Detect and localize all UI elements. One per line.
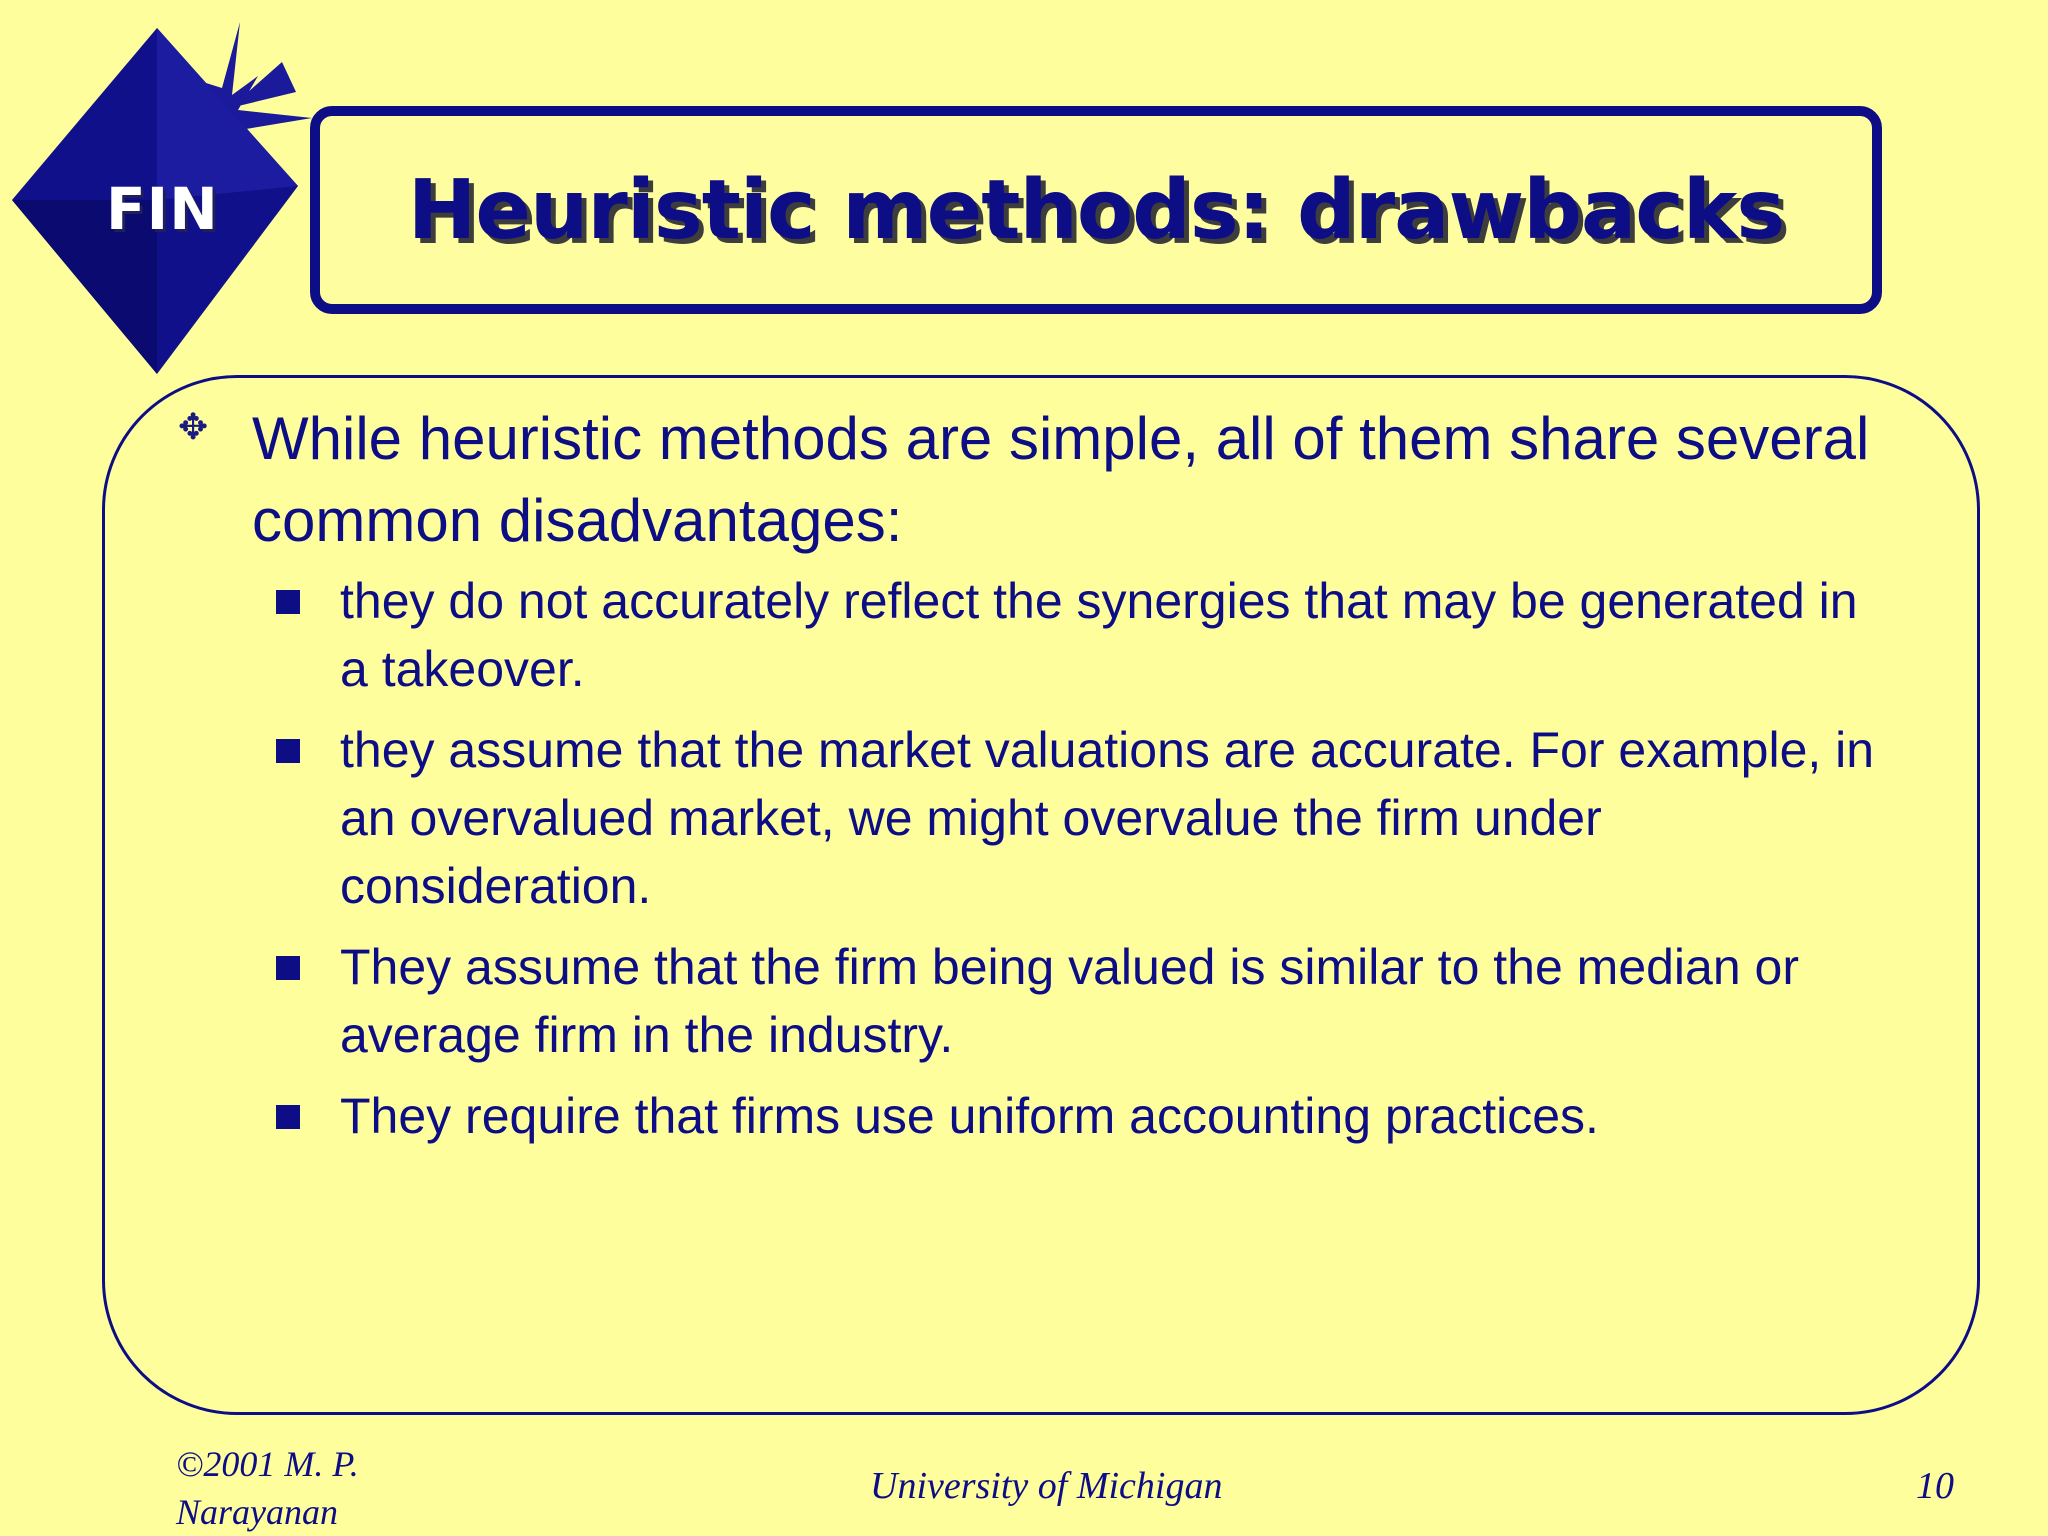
square-bullet-icon	[276, 590, 300, 614]
list-item	[276, 933, 1896, 1069]
fin-logo	[0, 0, 320, 390]
page-number: 10	[1916, 1465, 1954, 1507]
title-box	[310, 106, 1882, 314]
sub-bullet-text: they assume that the market valuations are accurate. For example, in an overvalued market, we might overvalue the firm under consideration.	[340, 722, 1875, 914]
sub-bullet-text: They require that firms use uniform accounting practices.	[340, 1088, 1599, 1144]
slide-title: Heuristic methods: drawbacks	[407, 162, 1785, 258]
four-point-star-bullet-icon: ✥	[178, 406, 209, 447]
logo-text: FIN	[106, 175, 219, 243]
square-bullet-icon	[276, 956, 300, 980]
footer-copyright: ©2001 M. P. Narayanan	[176, 1444, 359, 1532]
list-item	[276, 1082, 1896, 1150]
list-item	[276, 716, 1896, 920]
square-bullet-icon	[276, 1105, 300, 1129]
sub-bullet-text: they do not accurately reflect the synergies that may be generated in a takeover.	[340, 573, 1858, 697]
main-bullet-text: While heuristic methods are simple, all of them share several common disadvantages:	[252, 405, 1870, 554]
sub-bullet-list	[276, 567, 1896, 1163]
sub-bullet-text: They assume that the firm being valued is similar to the median or average firm in the industry.	[340, 939, 1800, 1063]
footer-institution: University of Michigan	[870, 1465, 1223, 1507]
list-item	[276, 567, 1896, 703]
square-bullet-icon	[276, 739, 300, 763]
